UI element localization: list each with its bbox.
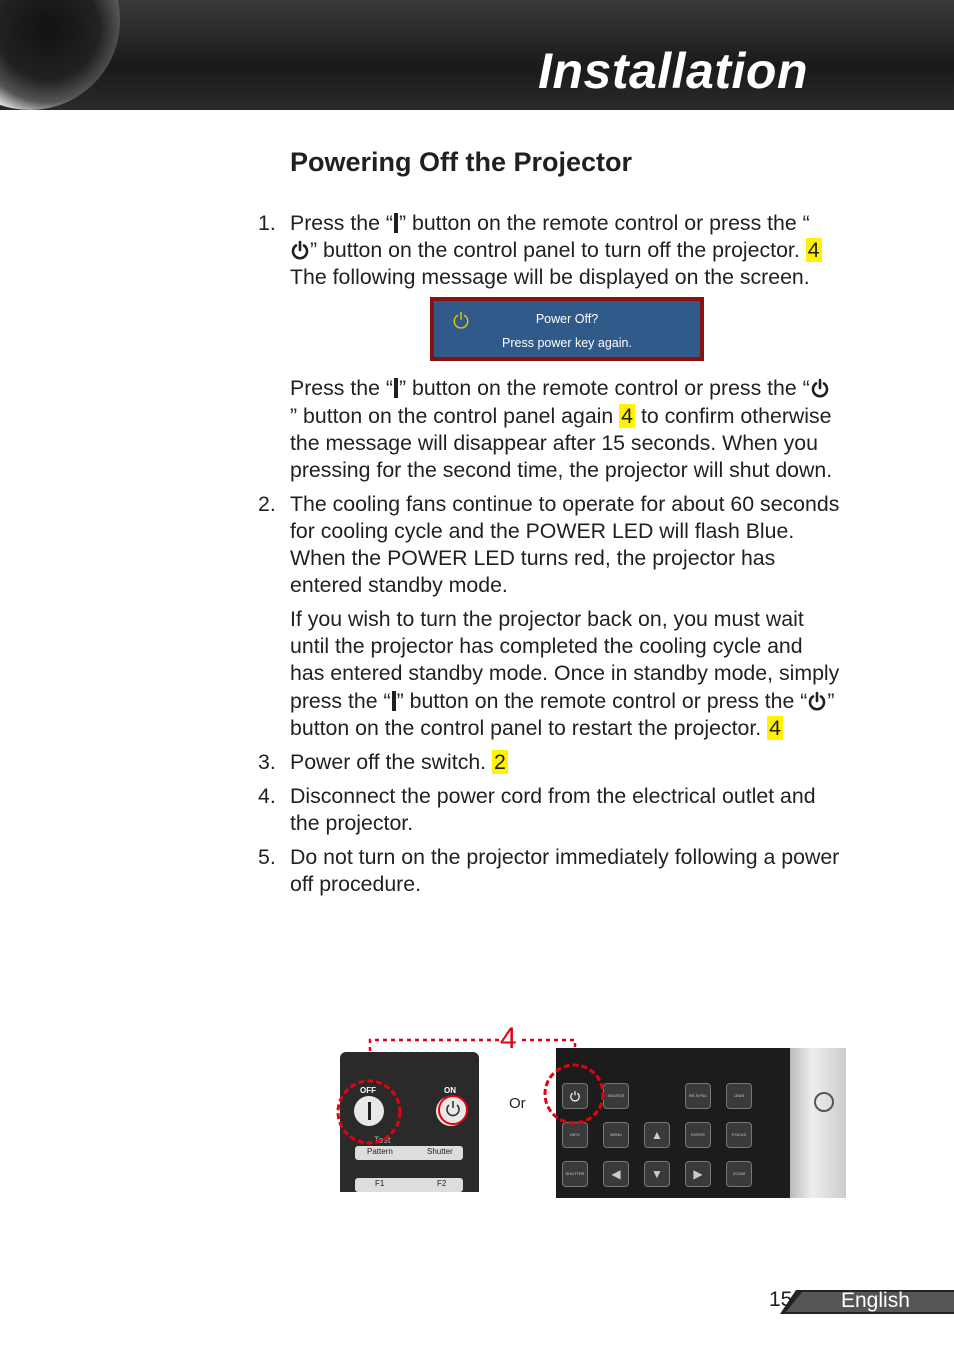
figure-reference: 4 bbox=[769, 716, 781, 740]
step-2-line-2: for cooling cycle and the POWER LED will flash Blue. bbox=[290, 519, 795, 543]
page-number: 15 bbox=[769, 1288, 793, 1311]
step-4-line-1: Disconnect the power cord from the electrical outlet and bbox=[290, 784, 816, 808]
panel-down-arrow-icon: ▼ bbox=[644, 1161, 670, 1187]
step-1-para-line-3: the message will disappear after 15 seconds. When you bbox=[290, 431, 818, 455]
step-5-line-1: Do not turn on the projector immediately following a power bbox=[290, 845, 840, 869]
step-number: 5. bbox=[258, 845, 276, 869]
step-1-para-line-1: Press the “ ” button on the remote control or press the “ bbox=[290, 375, 830, 402]
panel-lens-button: LENS bbox=[726, 1083, 752, 1109]
osd-message-title: Power Off? bbox=[535, 312, 599, 326]
or-label: Or bbox=[509, 1095, 526, 1112]
panel-housing bbox=[790, 1048, 846, 1198]
panel-focus-button: FOCUS bbox=[726, 1122, 752, 1148]
figure-reference: 2 bbox=[494, 750, 506, 774]
section-title: Powering Off the Projector bbox=[290, 147, 633, 177]
step-1-para-line-4: pressing for the second time, the projector will shut down. bbox=[290, 458, 833, 482]
step-2-para-line-4: press the “ ” button on the remote control or press the “ ” bbox=[290, 689, 835, 713]
footer-language: English bbox=[841, 1289, 910, 1312]
figure-reference: 4 bbox=[807, 238, 820, 262]
step-number: 1. bbox=[258, 211, 276, 235]
step-number: 4. bbox=[258, 784, 276, 808]
panel-info-button: INFO bbox=[562, 1122, 588, 1148]
step-2-para-line-2: until the projector has completed the cooling cycle and bbox=[290, 634, 803, 658]
step-4-line-2: the projector. bbox=[290, 811, 414, 835]
step-1-para-line-2: ” button on the control panel again 4 to confirm otherwise bbox=[290, 404, 832, 428]
step-2-line-4: entered standby mode. bbox=[290, 573, 508, 597]
step-1-line-2: ” button on the control panel to turn off the projector. 4 bbox=[290, 237, 822, 264]
step-number: 3. bbox=[258, 750, 276, 774]
panel-menu-button: MENU bbox=[603, 1122, 629, 1148]
step-2-para-line-1: If you wish to turn the projector back on, you must wait bbox=[290, 607, 804, 631]
panel-highlight-circle bbox=[540, 1060, 610, 1130]
panel-right-arrow-icon: ▶ bbox=[685, 1161, 711, 1187]
step-5-line-2: off procedure. bbox=[290, 872, 422, 896]
remote-on-label: ON bbox=[444, 1086, 456, 1095]
callout-number: 4 bbox=[500, 1022, 517, 1055]
step-3-line: Power off the switch. 2 bbox=[290, 750, 506, 774]
remote-row-pattern: Pattern Shutter bbox=[355, 1146, 463, 1160]
osd-message-body: Press power key again. bbox=[502, 336, 632, 350]
step-1-line-1: Press the “ ” button on the remote control or press the “ bbox=[290, 211, 810, 235]
panel-enter-button: ENTER bbox=[685, 1122, 711, 1148]
step-2-line-1: The cooling fans continue to operate for about 60 seconds bbox=[290, 492, 840, 516]
panel-resync-button: RE-SYNC bbox=[685, 1083, 711, 1109]
step-number: 2. bbox=[258, 492, 276, 516]
step-2-line-3: When the POWER LED turns red, the projector has bbox=[290, 546, 776, 570]
remote-test-label: Test bbox=[374, 1135, 391, 1145]
panel-up-arrow-icon: ▲ bbox=[644, 1122, 670, 1148]
remote-highlight-circles bbox=[336, 1075, 476, 1165]
step-1-line-3: The following message will be displayed on the screen. bbox=[290, 265, 810, 289]
remote-row-function: F1 F2 bbox=[355, 1178, 463, 1192]
panel-source-button: SOURCE bbox=[603, 1083, 629, 1109]
header-title: Installation bbox=[538, 43, 808, 99]
remote-off-label: OFF bbox=[360, 1086, 376, 1095]
panel-shutter-button: SHUTTER bbox=[562, 1161, 588, 1187]
panel-ir-sensor bbox=[814, 1092, 834, 1112]
step-2-para-line-3: has entered standby mode. Once in standby mode, simply bbox=[290, 661, 840, 685]
panel-left-arrow-icon: ◀ bbox=[603, 1161, 629, 1187]
figure-reference: 4 bbox=[621, 404, 634, 428]
step-2-para-line-5: button on the control panel to restart the projector. 4 bbox=[290, 716, 781, 740]
panel-zoom-button: ZOOM bbox=[726, 1161, 752, 1187]
